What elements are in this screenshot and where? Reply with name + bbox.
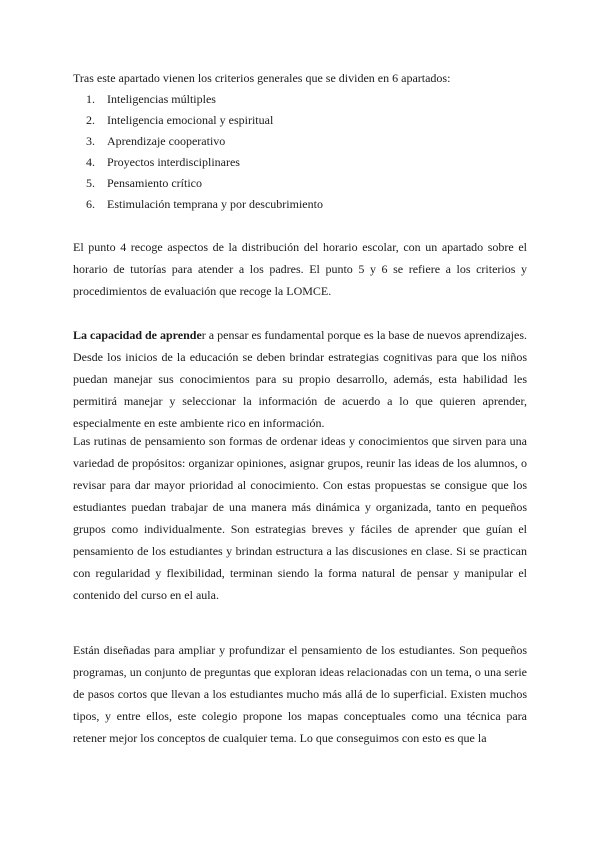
list-item (73, 89, 527, 110)
list-item (73, 173, 527, 194)
list-item-label: Proyectos interdisciplinares (107, 155, 240, 169)
paragraph-bold-lead: La capacidad de aprende (73, 328, 202, 342)
paragraph-learning-capacity (73, 324, 527, 434)
list-item-number: 2. (86, 113, 95, 127)
list-item (73, 152, 527, 173)
list-item-number: 5. (86, 176, 95, 190)
list-item-label: Estimulación temprana y por descubrimiento (107, 197, 323, 211)
paragraph-rest: r a pensar es fundamental porque es la base de nuevos aprendizajes. Desde los inicios de la educación se deben brindar estrategias cognitivas para que los niños puedan manejar sus conocimientos para su propio desarrollo, además, esta habilidad les permitirá manejar y seleccionar la información de acuerdo a lo que quieren aprender, especialmente en este ambiente rico en información. (73, 328, 527, 430)
document-page (73, 68, 527, 745)
list-item (73, 194, 527, 215)
intro-text: Tras este apartado vienen los criterios generales que se dividen en 6 apartados: (73, 71, 451, 85)
list-item-label: Aprendizaje cooperativo (107, 134, 226, 148)
list-item (73, 110, 527, 131)
paragraph-thinking-routines: Las rutinas de pensamiento son formas de ordenar ideas y conocimientos que sirven para una variedad de propósitos: organizar opiniones, asignar grupos, reunir las ideas de los alumnos, o revisar para dar mayor prioridad al conocimiento. Con estas propuestas se consigue que los estudiantes puedan trabajar de una manera más dinámica y organizada, tanto en pequeños grupos como individualmente. Son estrategias breves y fáciles de aprender que guían el pensamiento de los estudiantes y brindan estructura a las discusiones en clase. Si se practican con regularidad y flexibilidad, terminan siendo la forma natural de pensar y manipular el contenido del curso en el aula. (73, 434, 527, 602)
paragraph-design: Están diseñadas para ampliar y profundizar el pensamiento de los estudiantes. Son pequeños programas, un conjunto de preguntas que exploran ideas relacionadas con un tema, o una serie de pasos cortos que llevan a los estudiantes mucho más allá de lo superficial. Existen muchos tipos, y entre ellos, este colegio propone los mapas conceptuales como una técnica para retener mejor los conceptos de cualquier tema. Lo que conseguimos con esto es que la (73, 643, 527, 745)
list-item-label: Pensamiento crítico (107, 176, 202, 190)
list-item-number: 1. (86, 92, 95, 106)
list-item-number: 4. (86, 155, 95, 169)
list-item-label: Inteligencia emocional y espiritual (107, 113, 274, 127)
criteria-list (73, 89, 527, 215)
list-item (73, 131, 527, 152)
paragraph-schedule: El punto 4 recoge aspectos de la distribución del horario escolar, con un apartado sobre el horario de tutorías para atender a los padres. El punto 5 y 6 se refiere a los criterios y procedimientos de evaluación que recoge la LOMCE. (73, 240, 527, 298)
list-item-label: Inteligencias múltiples (107, 92, 216, 106)
list-item-number: 3. (86, 134, 95, 148)
list-item-number: 6. (86, 197, 95, 211)
